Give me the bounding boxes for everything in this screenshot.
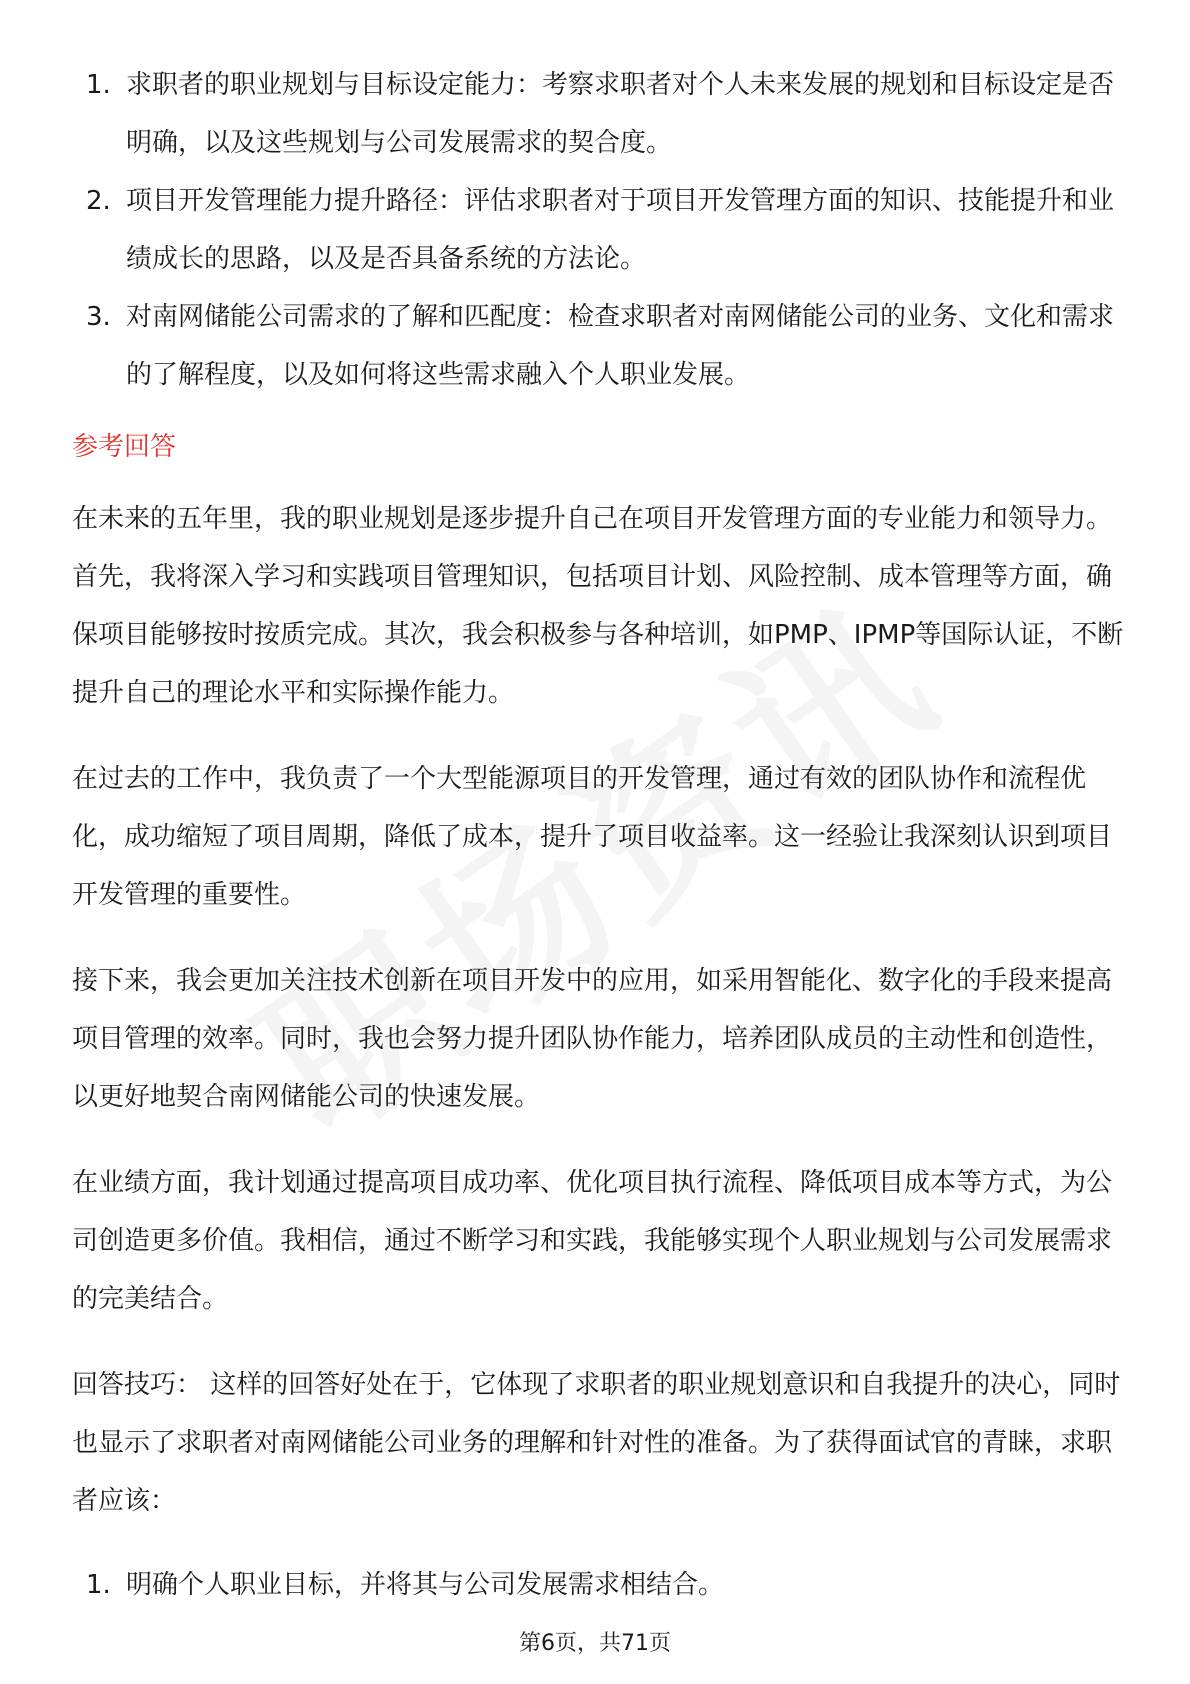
criteria-list xyxy=(72,56,1132,404)
list-number: 1. xyxy=(86,1570,111,1600)
tips-text: 明确个人职业目标，并将其与公司发展需求相结合。 xyxy=(126,1570,725,1600)
list-number: 3. xyxy=(86,302,111,332)
page-footer: 第6页，共71页 xyxy=(519,1631,671,1656)
page-content xyxy=(72,56,1132,1614)
answer-paragraph: 接下来，我会更加关注技术创新在项目开发中的应用，如采用智能化、数字化的手段来提高项目管理的效率。同时，我也会努力提升团队协作能力，培养团队成员的主动性和创造性，以更好地契合南网储能公司的快速发展。 xyxy=(72,966,1113,1112)
criteria-text: 项目开发管理能力提升路径：评估求职者对于项目开发管理方面的知识、技能提升和业绩成长的思路，以及是否具备系统的方法论。 xyxy=(126,186,1115,274)
criteria-text: 求职者的职业规划与目标设定能力：考察求职者对个人未来发展的规划和目标设定是否明确，以及这些规划与公司发展需求的契合度。 xyxy=(126,70,1115,158)
answer-heading: 参考回答 xyxy=(72,432,177,462)
tips-list xyxy=(72,1556,1132,1614)
tips-item xyxy=(72,1556,1132,1614)
list-number: 2. xyxy=(86,186,111,216)
criteria-item xyxy=(72,288,1132,404)
answer-tips: 回答技巧： 这样的回答好处在于，它体现了求职者的职业规划意识和自我提升的决心，同时也显示了求职者对南网储能公司业务的理解和针对性的准备。为了获得面试官的青睐，求职者应该： xyxy=(72,1370,1121,1516)
answer-paragraph: 在未来的五年里，我的职业规划是逐步提升自己在项目开发管理方面的专业能力和领导力。首先，我将深入学习和实践项目管理知识，包括项目计划、风险控制、成本管理等方面，确保项目能够按时按质完成。其次，我会积极参与各种培训，如PMP、IPMP等国际认证，不断提升自己的理论水平和实际操作能力。 xyxy=(72,504,1124,708)
criteria-text: 对南网储能公司需求的了解和匹配度：检查求职者对南网储能公司的业务、文化和需求的了解程度，以及如何将这些需求融入个人职业发展。 xyxy=(126,302,1115,390)
answer-paragraph: 在业绩方面，我计划通过提高项目成功率、优化项目执行流程、降低项目成本等方式，为公司创造更多价值。我相信，通过不断学习和实践，我能够实现个人职业规划与公司发展需求的完美结合。 xyxy=(72,1168,1113,1314)
criteria-item xyxy=(72,172,1132,288)
answer-paragraph: 在过去的工作中，我负责了一个大型能源项目的开发管理，通过有效的团队协作和流程优化，成功缩短了项目周期，降低了成本，提升了项目收益率。这一经验让我深刻认识到项目开发管理的重要性。 xyxy=(72,764,1113,910)
list-number: 1. xyxy=(86,70,111,100)
criteria-item xyxy=(72,56,1132,172)
